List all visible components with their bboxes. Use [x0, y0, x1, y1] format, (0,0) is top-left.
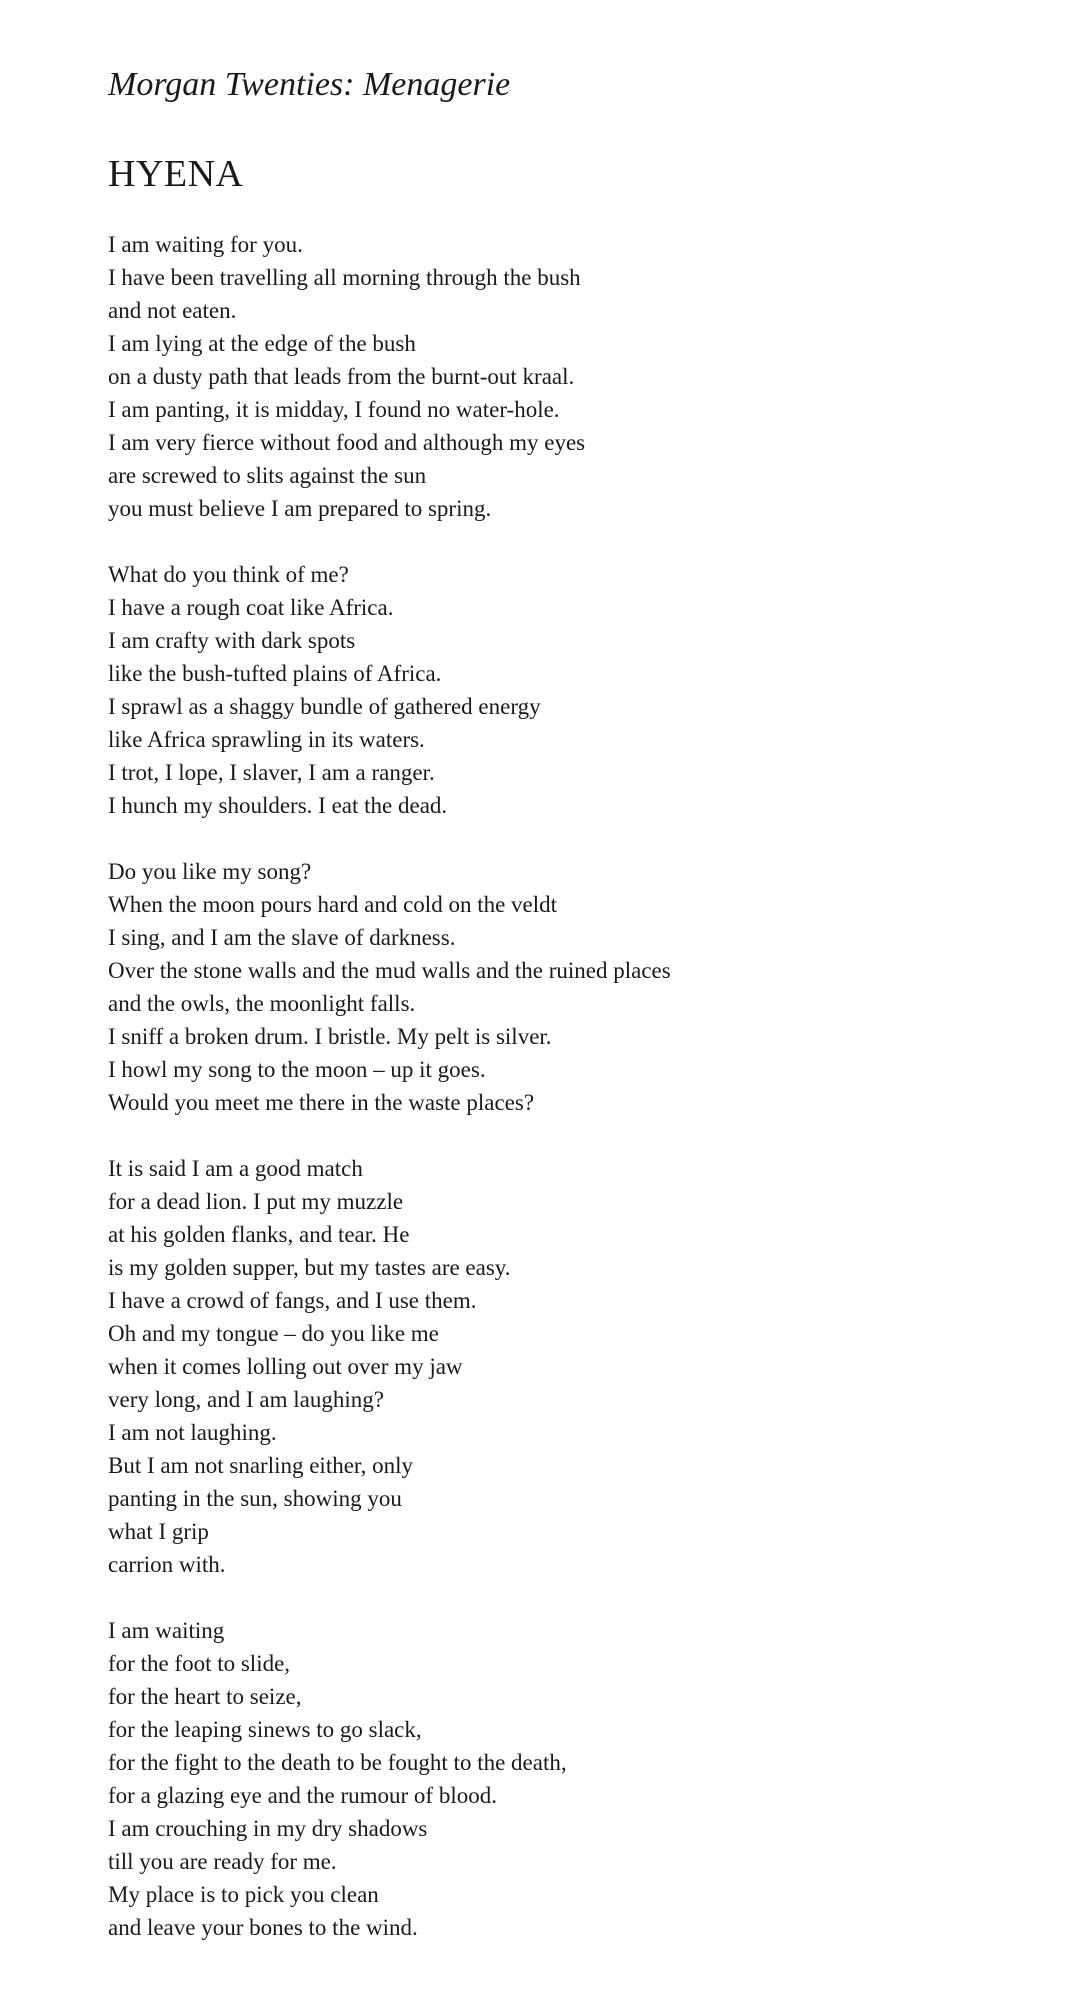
poem-line: Do you like my song? [108, 859, 312, 884]
poem-line: are screwed to slits against the sun [108, 463, 427, 488]
poem-line: on a dusty path that leads from the burnt-out kraal. [108, 364, 575, 389]
poem-line: I hunch my shoulders. I eat the dead. [108, 793, 448, 818]
poem-line: till you are ready for me. [108, 1849, 337, 1874]
poem-line: at his golden flanks, and tear. He [108, 1222, 410, 1247]
poem-line: for the fight to the death to be fought to the death, [108, 1750, 567, 1775]
document-page [108, 62, 1008, 1977]
poem-line: for the leaping sinews to go slack, [108, 1717, 422, 1742]
poem-title: HYENA [108, 153, 244, 195]
poem-line: I trot, I lope, I slaver, I am a ranger. [108, 760, 435, 785]
poem-line: for a dead lion. I put my muzzle [108, 1189, 404, 1214]
poem-line: and not eaten. [108, 298, 237, 323]
poem-line: I am crafty with dark spots [108, 628, 356, 653]
poem-line: like the bush-tufted plains of Africa. [108, 661, 442, 686]
poem-line: Oh and my tongue – do you like me [108, 1321, 439, 1346]
poem-line: I sing, and I am the slave of darkness. [108, 925, 456, 950]
poem-line: I howl my song to the moon – up it goes. [108, 1057, 486, 1082]
poem-line: very long, and I am laughing? [108, 1387, 384, 1412]
stanza [108, 228, 1008, 525]
poem-line: like Africa sprawling in its waters. [108, 727, 425, 752]
poem-line: panting in the sun, showing you [108, 1486, 402, 1511]
poem-line: for a glazing eye and the rumour of blood. [108, 1783, 497, 1808]
poem-line: you must believe I am prepared to spring. [108, 496, 492, 521]
poem-line: for the heart to seize, [108, 1684, 302, 1709]
collection-title: Morgan Twenties: Menagerie [108, 66, 511, 103]
poem-line: I have a crowd of fangs, and I use them. [108, 1288, 477, 1313]
poem-line: I am lying at the edge of the bush [108, 331, 416, 356]
poem-line: My place is to pick you clean [108, 1882, 379, 1907]
poem-line: and leave your bones to the wind. [108, 1915, 418, 1940]
stanza [108, 1152, 1008, 1581]
poem-line: what I grip [108, 1519, 209, 1544]
poem-line: Over the stone walls and the mud walls and the ruined places [108, 958, 671, 983]
stanza [108, 558, 1008, 822]
poem-line: I am waiting [108, 1618, 225, 1643]
poem-line: and the owls, the moonlight falls. [108, 991, 416, 1016]
poem-line: I am panting, it is midday, I found no water-hole. [108, 397, 560, 422]
poem-body [108, 228, 1008, 1944]
poem-line: carrion with. [108, 1552, 226, 1577]
poem-line: When the moon pours hard and cold on the veldt [108, 892, 558, 917]
poem-line: I am crouching in my dry shadows [108, 1816, 428, 1841]
poem-line: What do you think of me? [108, 562, 349, 587]
poem-line: I have been travelling all morning through the bush [108, 265, 581, 290]
poem-line: is my golden supper, but my tastes are easy. [108, 1255, 511, 1280]
poem-line: I am waiting for you. [108, 232, 303, 257]
poem-line: It is said I am a good match [108, 1156, 363, 1181]
poem-line: for the foot to slide, [108, 1651, 291, 1676]
poem-line: But I am not snarling either, only [108, 1453, 414, 1478]
stanza [108, 855, 1008, 1119]
poem-line: I have a rough coat like Africa. [108, 595, 394, 620]
poem-line: I am very fierce without food and although my eyes [108, 430, 586, 455]
poem-line: I sniff a broken drum. I bristle. My pelt is silver. [108, 1024, 552, 1049]
poem-line: I am not laughing. [108, 1420, 277, 1445]
poem-line: when it comes lolling out over my jaw [108, 1354, 463, 1379]
poem-line: I sprawl as a shaggy bundle of gathered energy [108, 694, 541, 719]
poem-line: Would you meet me there in the waste places? [108, 1090, 535, 1115]
stanza [108, 1614, 1008, 1944]
